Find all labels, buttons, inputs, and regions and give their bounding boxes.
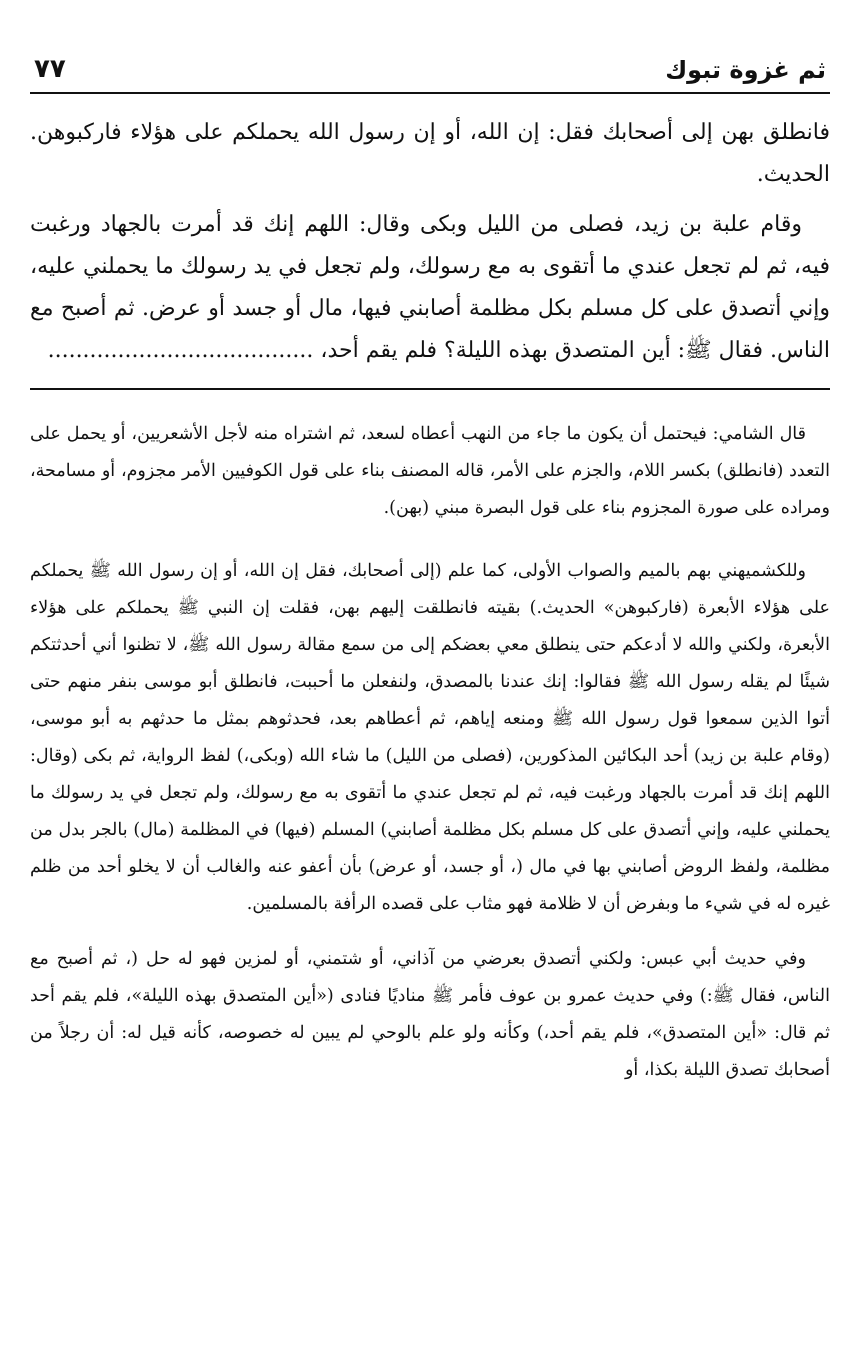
- main-paragraph: فانطلق بهن إلى أصحابك فقل: إن الله، أو إن رسول الله يحملكم على هؤلاء فاركبوهن. الحديث.: [30, 120, 830, 187]
- main-paragraph-text: وقام علبة بن زيد، فصلى من الليل وبكى وقال: اللهم إنك قد أمرت بالجهاد ورغبت فيه، ثم لم تجعل عندي ما أتقوى به مع رسولك، ولم تجعل في يد رسولك ما يحملني عليه، وإني أتصدق على كل مسلم بكل مظلمة أصابني فيها، مال أو جسد أو عرض. ثم أصبح مع الناس. فقال ﷺ: أين المتصدق بهذه الليلة؟ فلم يقم أحد،: [30, 212, 830, 363]
- commentary: [30, 416, 830, 1089]
- book-page: [30, 50, 830, 1350]
- commentary-paragraph: قال الشامي: فيحتمل أن يكون ما جاء من النهب أعطاه لسعد، ثم اشتراه منه لأجل الأشعريين، أو يحمل على التعدد (فانطلق) بكسر اللام، والجزم على الأمر، قاله المصنف بناء على قول الكوفيين الأمر مجزوم، أو مسامحة، ومراده على صورة المجزوم بناء على قول البصرة مبني (بهن).: [30, 424, 830, 518]
- commentary-paragraph: وللكشميهني بهم بالميم والصواب الأولى، كما علم (إلى أصحابك، فقل إن الله، أو إن رسول الله ﷺ يحملكم على هؤلاء الأبعرة (فاركبوهن» الحديث.) بقيته فانطلقت إليهم بهن، فقلت إن النبي ﷺ يحملكم على هؤلاء الأبعرة، ولكني والله لا أدعكم حتى ينطلق معي بعضكم إلى من سمع مقالة رسول الله ﷺ، لا تظنوا أني أحدثتكم شيئًا لم يقله رسول الله ﷺ فقالوا: إنك عندنا بالمصدق، ولنفعلن ما أحببت، فانطلق أبو موسى بنفر منهم حتى أتوا الذين سمعوا قول رسول الله ﷺ ومنعه إياهم، ثم أعطاهم بعد، فحدثوهم بمثل ما حدثهم به أبو موسى، (وقام علبة بن زيد) أحد البكائين المذكورين، (فصلى من الليل) ما شاء الله (وبكى،) لفظ الرواية، ثم بكى (وقال: اللهم إنك قد أمرت بالجهاد ورغبت فيه، ثم لم تجعل عندي ما أتقوى به مع رسولك، ولم تجعل في يد رسولك ما يحملني عليه، وإني أتصدق على كل مسلم بكل مظلمة أصابني) المسلم (فيها) في المظلمة (مال) بالجر بدل من مظلمة، ولفظ الروض أصابني بها في مال (، أو جسد، أو عرض) بأن أعفو عنه والغالب أن لا يخلو أحد من ظلم غيره له في شيء ما وبفرض أن لا ظلامة فهو مثاب على قصده الرأفة بالمسلمين.: [30, 561, 830, 914]
- running-header: [30, 50, 830, 94]
- trailing-dots: ......................................: [47, 338, 314, 363]
- commentary-paragraph: وفي حديث أبي عبس: ولكني أتصدق بعرضي من آذاني، أو شتمني، أو لمزين فهو له حل (، ثم أصبح مع الناس، فقال ﷺ:) وفي حديث عمرو بن عوف فأمر ﷺ مناديًا فنادى («أين المتصدق بهذه الليلة»، فلم يقم أحد ثم قال: «أين المتصدق»، فلم يقم أحد،) وكأنه ولو علم بالوحي لم يبين له خصوصه، كأنه قيل له: أن رجلاً من أصحابك تصدق الليلة بكذا، أو: [30, 949, 830, 1080]
- footnote-separator: [30, 388, 830, 390]
- main-text: [30, 112, 830, 372]
- chapter-title: ثم غزوة تبوك: [665, 56, 826, 84]
- page-number: ٧٧: [34, 54, 66, 84]
- main-paragraph: [30, 204, 830, 372]
